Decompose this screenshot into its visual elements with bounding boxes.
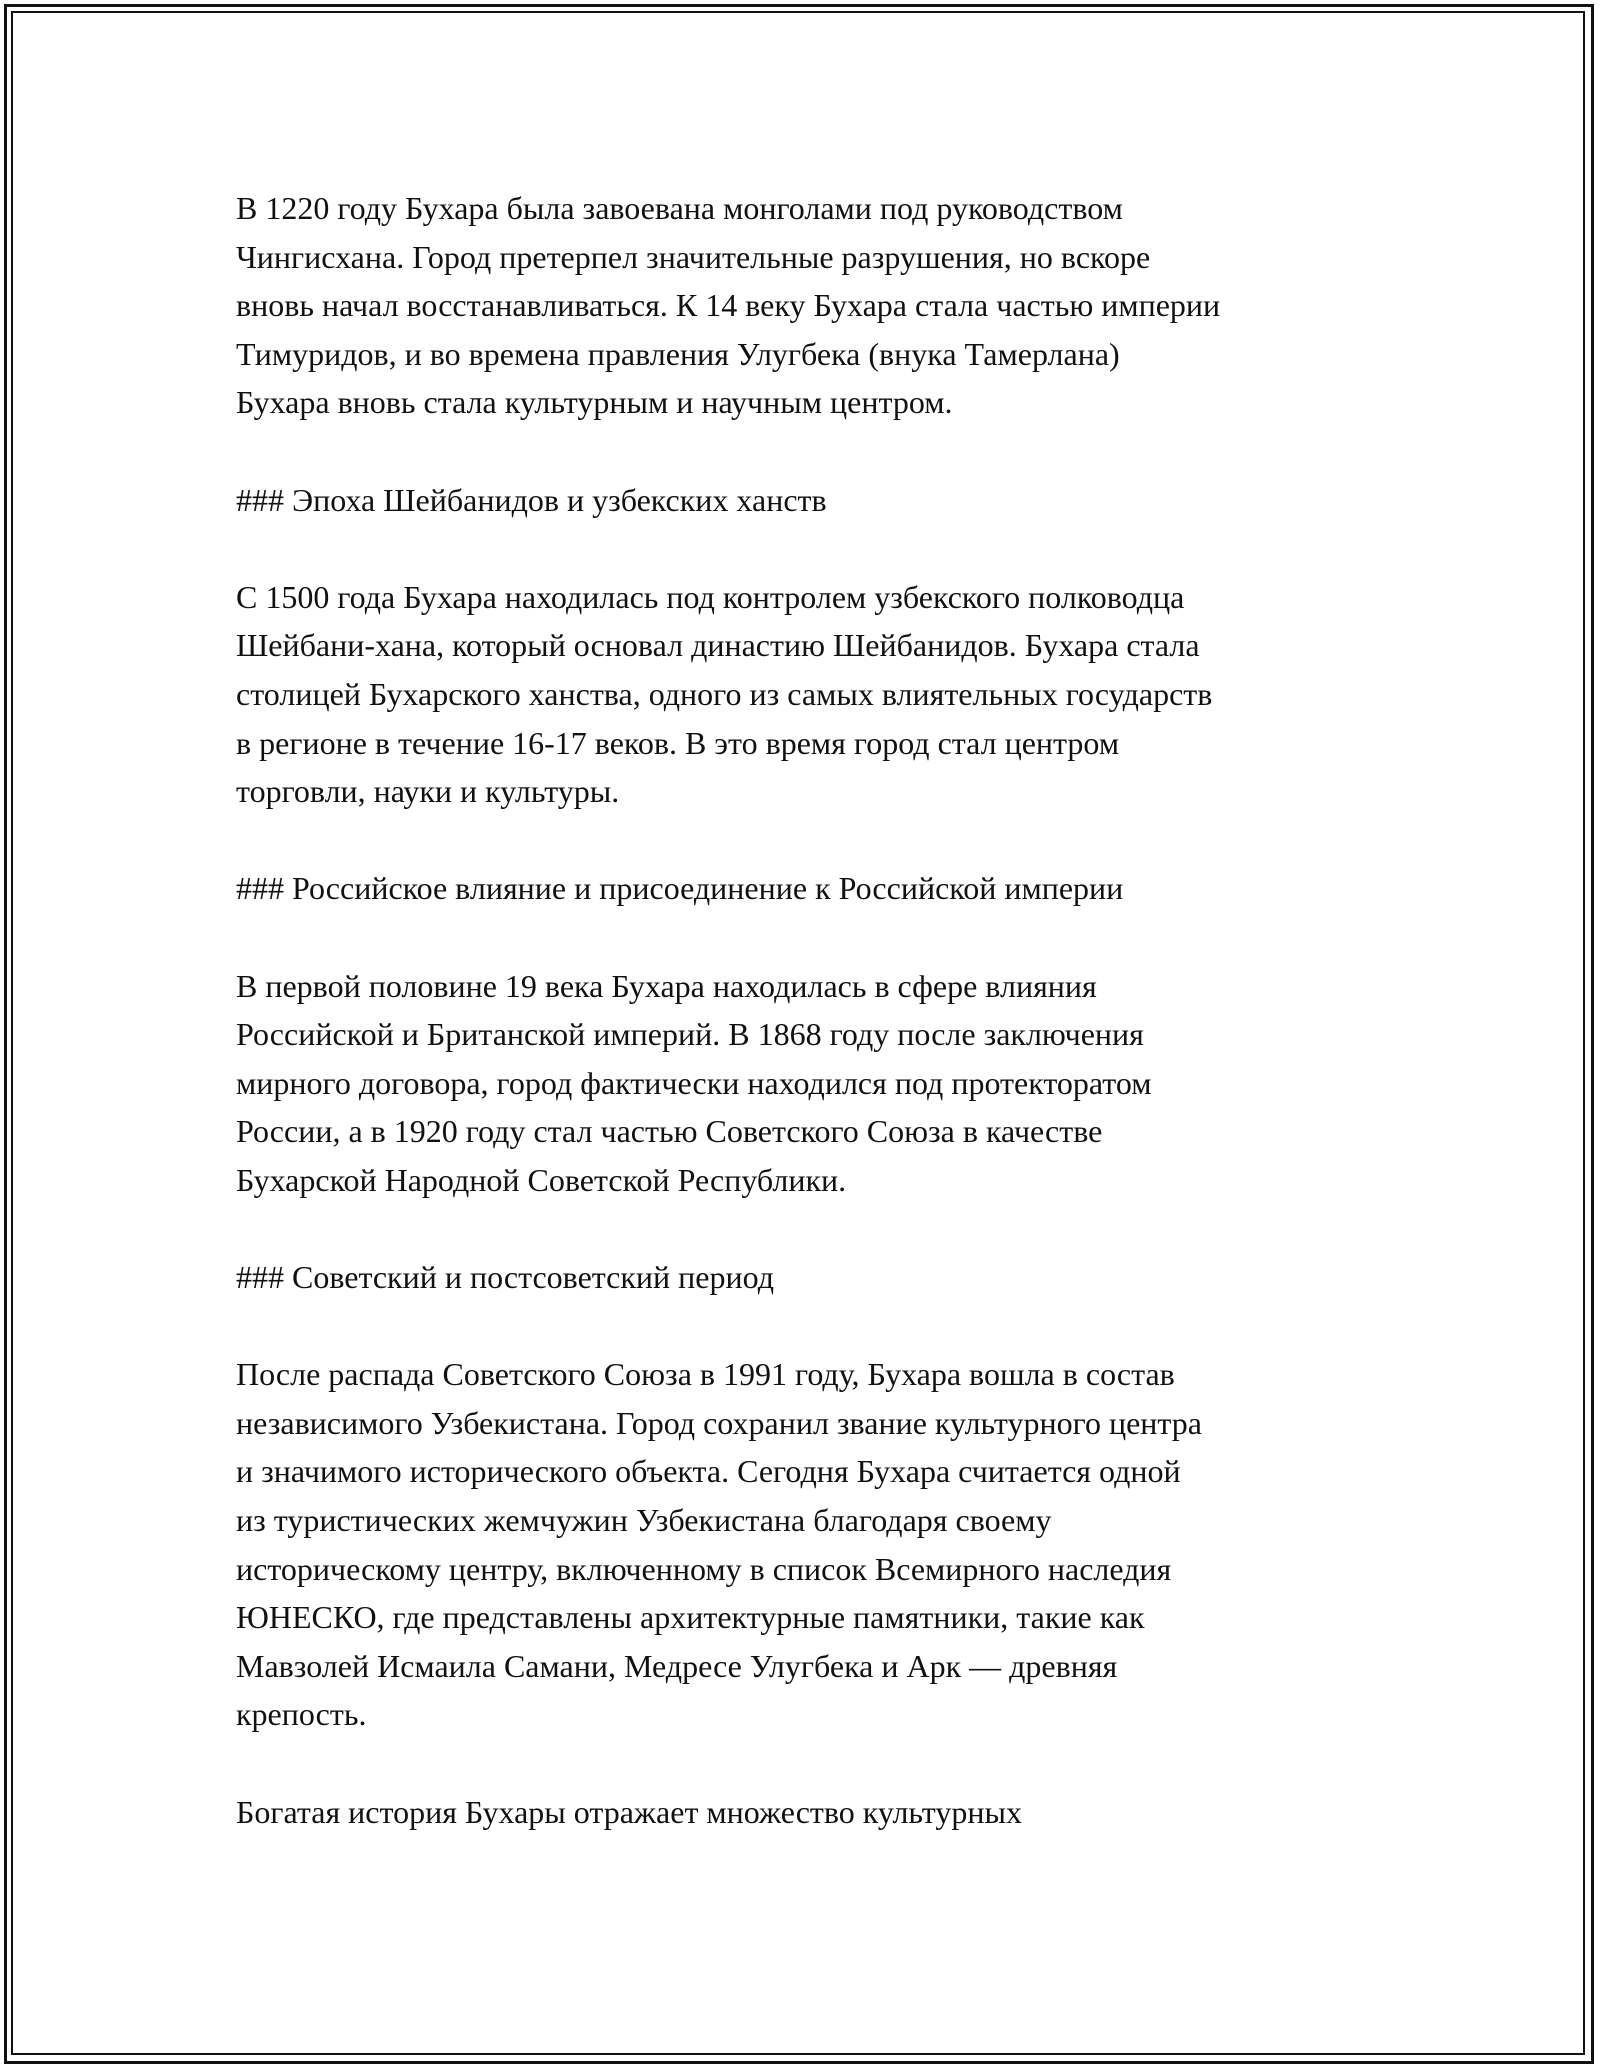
text-line: ЮНЕСКО, где представлены архитектурные памятники, такие как — [236, 1599, 1145, 1636]
section-heading: ### Эпоха Шейбанидов и узбекских ханств — [236, 481, 827, 518]
text-line: и значимого исторического объекта. Сегодня Бухара считается одной — [236, 1453, 1181, 1490]
text-line: Шейбани-хана, который основал династию Шейбанидов. Бухара стала — [236, 627, 1200, 664]
text-line: независимого Узбекистана. Город сохранил звание культурного центра — [236, 1404, 1202, 1441]
text-line: Чингисхана. Город претерпел значительные разрушения, но вскоре — [236, 238, 1151, 275]
text-line: В первой половине 19 века Бухара находилась в сфере влияния — [236, 967, 1097, 1004]
text-line: С 1500 года Бухара находилась под контролем узбекского полководца — [236, 578, 1185, 615]
paragraph-gap — [236, 1204, 1386, 1253]
text-line: вновь начал восстанавливаться. К 14 веку Бухара стала частью империи — [236, 287, 1221, 324]
text-line: Мавзолей Исмаила Самани, Медресе Улугбека и Арк — древняя — [236, 1647, 1118, 1684]
text-line: Российской и Британской империй. В 1868 году после заключения — [236, 1016, 1144, 1053]
paragraph-gap — [236, 524, 1386, 573]
text-line: историческому центру, включенному в список Всемирного наследия — [236, 1550, 1172, 1587]
section-heading: ### Российское влияние и присоединение к Российской империи — [236, 870, 1124, 907]
text-line: мирного договора, город фактически находился под протекторатом — [236, 1064, 1152, 1101]
paragraph-gap — [236, 427, 1386, 476]
text-line: Бухара вновь стала культурным и научным центром. — [236, 384, 953, 421]
paragraph-gap — [236, 1739, 1386, 1788]
paragraph-gap — [236, 913, 1386, 962]
document-body — [236, 184, 1386, 1836]
text-line: В 1220 году Бухара была завоевана монголами под руководством — [236, 190, 1123, 226]
text-line: в регионе в течение 16-17 веков. В это время город стал центром — [236, 724, 1120, 761]
text-line: крепость. — [236, 1696, 367, 1733]
paragraph-gap — [236, 816, 1386, 865]
text-line: столицей Бухарского ханства, одного из самых влиятельных государств — [236, 675, 1213, 712]
text-line: Богатая история Бухары отражает множество культурных — [236, 1793, 1022, 1830]
text-line: Бухарской Народной Советской Республики. — [236, 1161, 847, 1198]
text-line: После распада Советского Союза в 1991 году, Бухара вошла в состав — [236, 1356, 1175, 1393]
text-line: России, а в 1920 году стал частью Советского Союза в качестве — [236, 1113, 1103, 1150]
paragraph-gap — [236, 1302, 1386, 1351]
text-line: из туристических жемчужин Узбекистана благодаря своему — [236, 1502, 1052, 1539]
text-line: торговли, науки и культуры. — [236, 773, 620, 810]
section-heading: ### Советский и постсоветский период — [236, 1259, 774, 1296]
text-line: Тимуридов, и во времена правления Улугбека (внука Тамерлана) — [236, 335, 1120, 372]
